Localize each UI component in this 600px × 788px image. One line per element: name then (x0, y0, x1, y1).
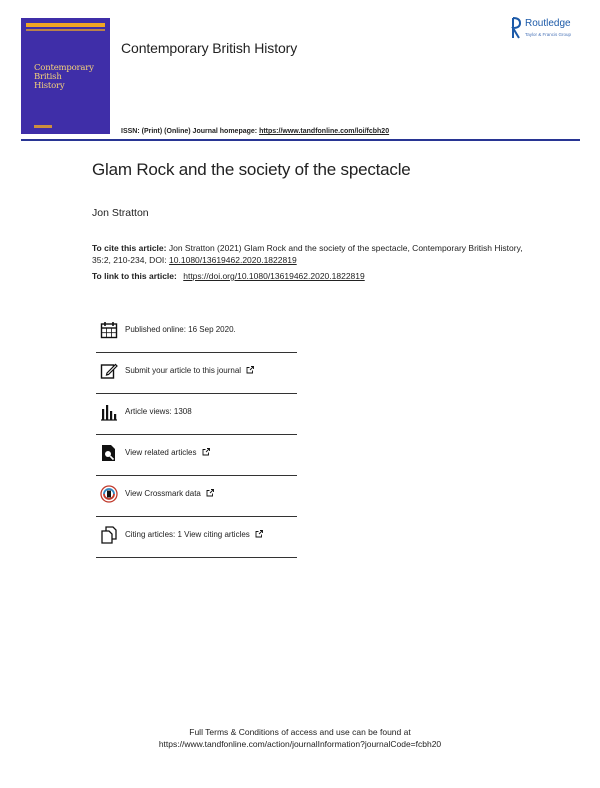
article-link-line (92, 271, 365, 281)
publisher-logo (511, 16, 586, 44)
publisher-name: Routledge (525, 18, 571, 29)
citing-articles-label (125, 530, 263, 539)
cover-stripe (26, 23, 105, 27)
citation-label: To cite this article: (92, 243, 167, 253)
routledge-logo-icon (511, 16, 521, 40)
article-doi-link[interactable]: https://doi.org/10.1080/13619462.2020.1822819 (183, 271, 365, 281)
related-articles-text: View related articles (125, 448, 197, 457)
crossmark-text: View Crossmark data (125, 489, 201, 498)
related-articles-item[interactable] (96, 435, 297, 476)
submit-article-icon (100, 362, 118, 380)
terms-text: Full Terms & Conditions of access and use can be found at (189, 727, 411, 737)
external-link-icon (255, 530, 263, 538)
cover-stripe-thin (26, 29, 105, 31)
article-author: Jon Stratton (92, 207, 149, 219)
citing-articles-item[interactable] (96, 517, 297, 558)
cover-footer-mark (34, 125, 52, 128)
article-title: Glam Rock and the society of the spectacle (92, 160, 411, 179)
related-articles-label (125, 448, 210, 457)
header-rule (21, 139, 580, 141)
external-link-icon (202, 448, 210, 456)
crossmark-item[interactable] (96, 476, 297, 517)
article-views-label: Article views: 1308 (125, 407, 192, 416)
cover-title-line-2: British (34, 72, 62, 82)
terms-link[interactable]: https://www.tandfonline.com/action/journalInformation?journalCode=fcbh20 (158, 739, 442, 749)
published-online-item (96, 312, 297, 353)
published-online-label: Published online: 16 Sep 2020. (125, 325, 236, 334)
journal-title: Contemporary British History (121, 40, 298, 56)
cover-title-line-3: History (34, 81, 65, 91)
external-link-icon (206, 489, 214, 497)
citing-articles-icon (100, 526, 118, 544)
terms-footer (0, 726, 600, 750)
citation-text: Jon Stratton (2021) Glam Rock and the society of the spectacle, Contemporary British History, 35:2, 210-234, DOI: (92, 243, 523, 265)
crossmark-label (125, 489, 214, 498)
citation (92, 242, 532, 266)
related-articles-icon (100, 444, 118, 462)
issn-line (121, 128, 389, 135)
journal-cover (21, 18, 110, 134)
submit-article-item[interactable] (96, 353, 297, 394)
external-link-icon (246, 366, 254, 374)
submit-article-text: Submit your article to this journal (125, 366, 242, 375)
crossmark-icon (100, 485, 118, 503)
publisher-tagline: Taylor & Francis Group (525, 32, 572, 37)
journal-homepage-link[interactable]: https://www.tandfonline.com/loi/fcbh20 (259, 128, 390, 135)
article-info-list (96, 312, 297, 558)
bar-chart-icon (100, 403, 118, 421)
submit-article-label (125, 366, 254, 375)
cover-title-line-1: Contemporary (34, 63, 94, 73)
citing-articles-text: Citing articles: 1 View citing articles (125, 530, 250, 539)
cover-title (34, 64, 108, 91)
calendar-icon (100, 321, 118, 339)
article-views-item (96, 394, 297, 435)
citation-doi-link[interactable]: 10.1080/13619462.2020.1822819 (169, 255, 297, 265)
issn-label: ISSN: (Print) (Online) Journal homepage: (121, 128, 258, 135)
link-label: To link to this article: (92, 271, 177, 281)
